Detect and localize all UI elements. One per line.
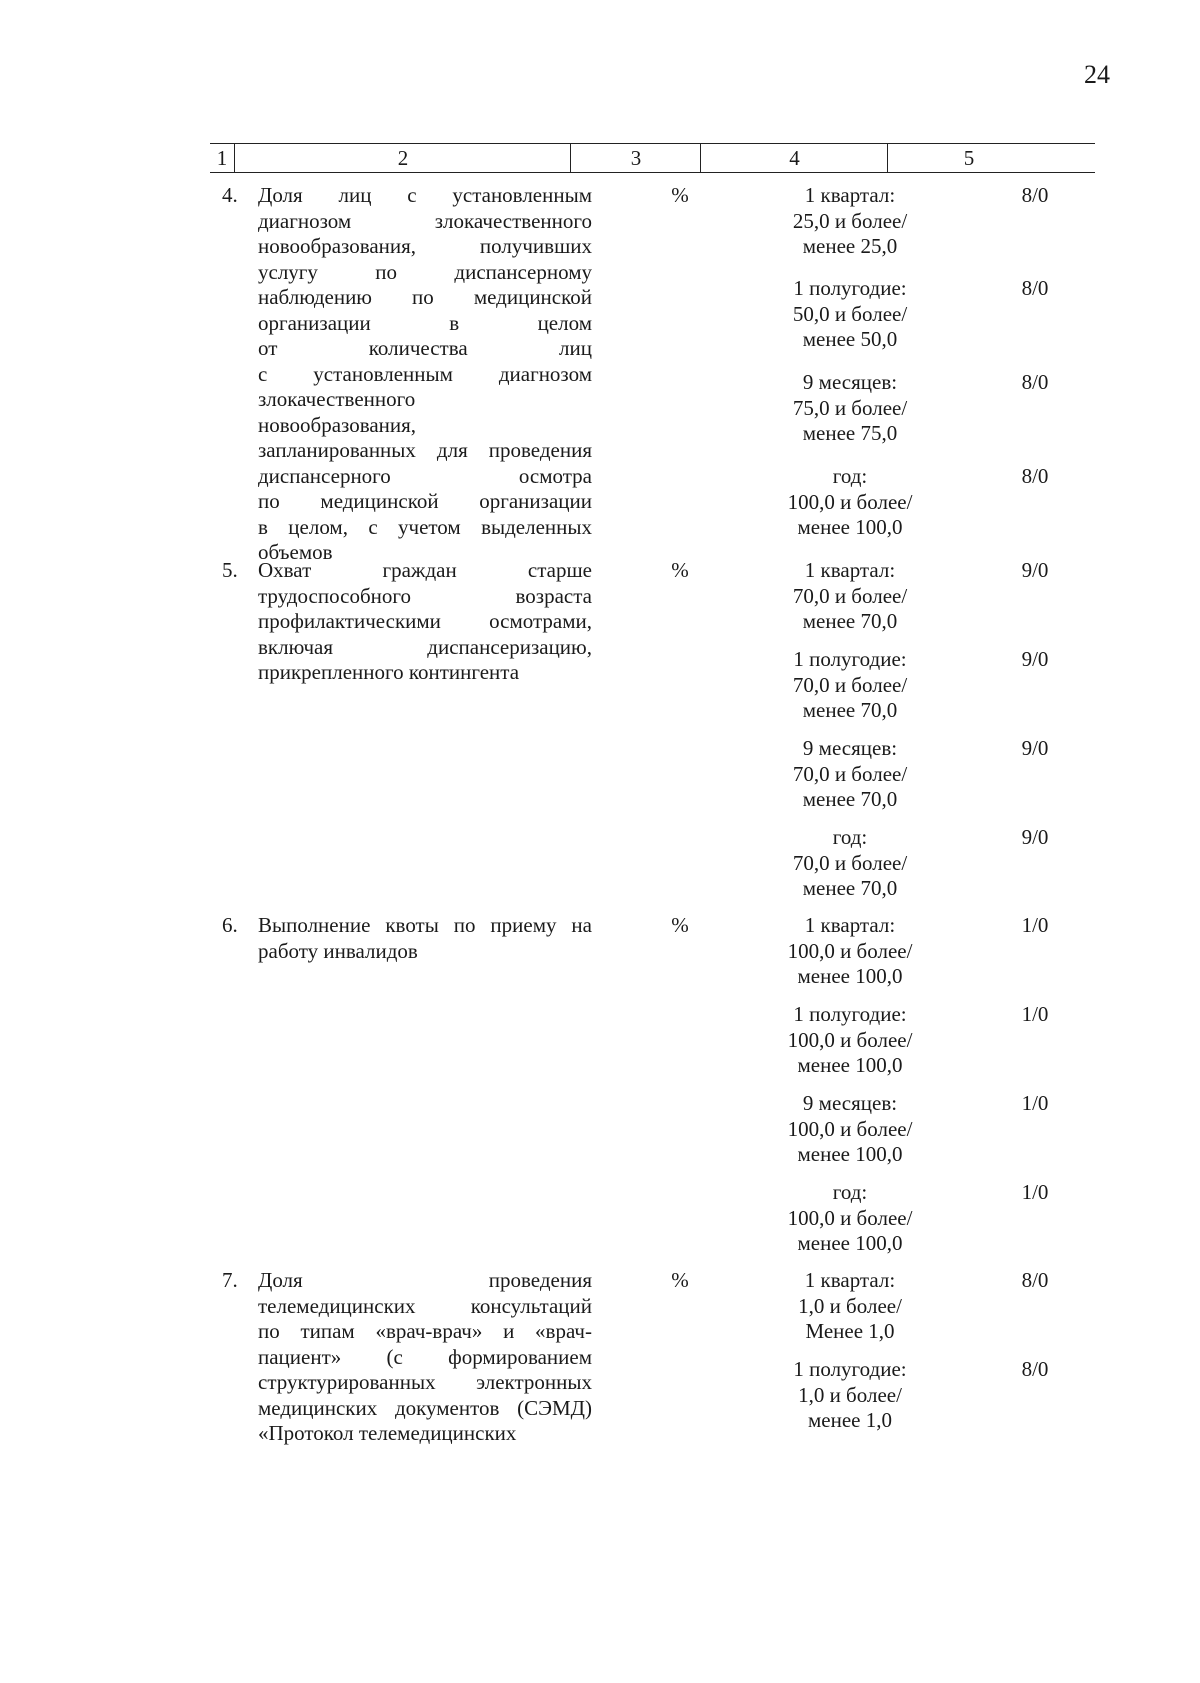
period-label: 9 месяцев: bbox=[802, 1091, 898, 1115]
period-label: 1 полугодие: bbox=[793, 1002, 907, 1026]
indicator-name-line: с установленным диагнозом bbox=[258, 361, 592, 386]
row-number: 5. bbox=[222, 558, 238, 582]
score: 8/0 bbox=[1021, 370, 1049, 394]
indicator-name-line: организации в целом bbox=[258, 310, 592, 335]
period-value: 25,0 и более/ bbox=[792, 208, 908, 233]
header-col-3: 3 bbox=[572, 144, 701, 172]
indicator-name-line: Выполнение квоты по приему на bbox=[258, 913, 592, 937]
period-target bbox=[750, 736, 950, 813]
indicator-name bbox=[258, 913, 592, 964]
header-col-1: 1 bbox=[210, 144, 235, 172]
page-number: 24 bbox=[1084, 60, 1110, 89]
indicator-name-line: новообразования, получивших bbox=[258, 234, 592, 258]
indicator-name-line: услугу по диспансерному bbox=[258, 259, 592, 284]
period-value: 1,0 и более/ bbox=[798, 1293, 902, 1318]
row-number: 6. bbox=[222, 913, 238, 937]
period-value: 100,0 и более/ bbox=[787, 489, 913, 514]
period-label: 9 месяцев: bbox=[802, 736, 898, 760]
indicator-name-line: в целом, с учетом выделенных bbox=[258, 514, 592, 539]
period-label: год: bbox=[832, 825, 868, 849]
row-number: 7. bbox=[222, 1268, 238, 1292]
indicator-name-line: злокачественного bbox=[258, 387, 416, 411]
score: 9/0 bbox=[1021, 736, 1049, 760]
indicator-name-line: Доля лиц с установленным bbox=[258, 183, 592, 207]
period-less: менее 70,0 bbox=[802, 609, 898, 633]
indicator-name-line: включая диспансеризацию, bbox=[258, 634, 592, 659]
indicator-name-line: от количества лиц bbox=[258, 336, 592, 360]
indicator-name-line: по медицинской организации bbox=[258, 489, 592, 513]
period-target bbox=[750, 183, 950, 260]
score: 1/0 bbox=[1021, 1091, 1049, 1115]
indicator-name-line: наблюдению по медицинской bbox=[258, 285, 592, 309]
indicator-name-line: запланированных для проведения bbox=[258, 438, 592, 462]
score: 8/0 bbox=[1021, 464, 1049, 488]
period-target bbox=[750, 1268, 950, 1345]
period-less: менее 100,0 bbox=[797, 1231, 903, 1255]
indicator-name-line: медицинских документов (СЭМД) bbox=[258, 1395, 592, 1420]
table-header bbox=[210, 143, 1095, 173]
period-value: 100,0 и более/ bbox=[787, 1116, 913, 1141]
period-value: 50,0 и более/ bbox=[792, 301, 908, 326]
unit: % bbox=[671, 1268, 689, 1292]
score: 8/0 bbox=[1021, 183, 1049, 207]
unit: % bbox=[671, 913, 689, 937]
period-target bbox=[750, 370, 950, 447]
period-label: 1 полугодие: bbox=[793, 276, 907, 300]
indicator-name bbox=[258, 558, 592, 686]
indicator-name-line: «Протокол телемедицинских bbox=[258, 1421, 517, 1445]
period-less: менее 100,0 bbox=[797, 964, 903, 988]
period-value: 100,0 и более/ bbox=[787, 1027, 913, 1052]
period-target bbox=[750, 1091, 950, 1168]
period-target bbox=[750, 825, 950, 902]
score: 9/0 bbox=[1021, 825, 1049, 849]
period-value: 70,0 и более/ bbox=[792, 761, 908, 786]
indicator-name-line: по типам «врач-врач» и «врач- bbox=[258, 1319, 592, 1343]
period-value: 70,0 и более/ bbox=[792, 850, 908, 875]
indicator-name-line: пациент» (с формированием bbox=[258, 1344, 592, 1369]
score: 1/0 bbox=[1021, 1180, 1049, 1204]
period-less: менее 70,0 bbox=[802, 876, 898, 900]
period-label: 1 квартал: bbox=[804, 913, 896, 937]
period-target bbox=[750, 647, 950, 724]
indicator-name-line: новообразования, bbox=[258, 412, 417, 437]
period-label: год: bbox=[832, 1180, 868, 1204]
period-value: 100,0 и более/ bbox=[787, 938, 913, 963]
header-col-4: 4 bbox=[702, 144, 888, 172]
indicator-name-line: объемов bbox=[258, 540, 333, 564]
score: 1/0 bbox=[1021, 1002, 1049, 1026]
period-value: 70,0 и более/ bbox=[792, 672, 908, 697]
indicator-name-line: структурированных электронных bbox=[258, 1370, 592, 1394]
indicator-name-line: работу инвалидов bbox=[258, 938, 418, 963]
row-number: 4. bbox=[222, 183, 238, 207]
period-label: 1 квартал: bbox=[804, 183, 896, 207]
score: 8/0 bbox=[1021, 1268, 1049, 1292]
period-target bbox=[750, 558, 950, 635]
period-value: 100,0 и более/ bbox=[787, 1205, 913, 1230]
indicator-name-line: диагнозом злокачественного bbox=[258, 208, 592, 233]
indicator-name-line: диспансерного осмотра bbox=[258, 463, 592, 488]
period-target bbox=[750, 1002, 950, 1079]
period-less: менее 75,0 bbox=[802, 421, 898, 445]
period-value: 70,0 и более/ bbox=[792, 583, 908, 608]
period-label: 9 месяцев: bbox=[802, 370, 898, 394]
indicator-name bbox=[258, 183, 592, 566]
period-label: 1 полугодие: bbox=[793, 647, 907, 671]
period-label: 1 квартал: bbox=[804, 1268, 896, 1292]
period-less: менее 25,0 bbox=[802, 234, 898, 258]
period-target bbox=[750, 464, 950, 541]
period-target bbox=[750, 1180, 950, 1257]
score: 9/0 bbox=[1021, 558, 1049, 582]
indicator-name-line: прикрепленного контингента bbox=[258, 660, 520, 684]
period-less: менее 100,0 bbox=[797, 1142, 903, 1166]
period-less: менее 70,0 bbox=[802, 787, 898, 811]
period-label: 1 полугодие: bbox=[793, 1357, 907, 1381]
header-col-5: 5 bbox=[963, 146, 975, 170]
period-value: 1,0 и более/ bbox=[798, 1382, 902, 1407]
indicator-name-line: Доля проведения bbox=[258, 1268, 592, 1292]
unit: % bbox=[671, 183, 689, 207]
indicator-name-line: телемедицинских консультаций bbox=[258, 1293, 592, 1318]
score: 8/0 bbox=[1021, 1357, 1049, 1381]
period-less: менее 50,0 bbox=[802, 327, 898, 351]
score: 9/0 bbox=[1021, 647, 1049, 671]
period-target bbox=[750, 913, 950, 990]
header-col-2: 2 bbox=[236, 144, 571, 172]
period-target bbox=[750, 1357, 950, 1434]
period-less: менее 1,0 bbox=[808, 1408, 892, 1432]
indicator-name-line: трудоспособного возраста bbox=[258, 583, 592, 608]
period-label: год: bbox=[832, 464, 868, 488]
period-target bbox=[750, 276, 950, 353]
score: 1/0 bbox=[1021, 913, 1049, 937]
indicator-name-line: профилактическими осмотрами, bbox=[258, 609, 592, 633]
period-less: менее 100,0 bbox=[797, 515, 903, 539]
indicator-name bbox=[258, 1268, 592, 1447]
period-label: 1 квартал: bbox=[804, 558, 896, 582]
period-less: менее 70,0 bbox=[802, 698, 898, 722]
unit: % bbox=[671, 558, 689, 582]
indicator-name-line: Охват граждан старше bbox=[258, 558, 592, 582]
score: 8/0 bbox=[1021, 276, 1049, 300]
period-less: Менее 1,0 bbox=[805, 1319, 895, 1343]
period-less: менее 100,0 bbox=[797, 1053, 903, 1077]
period-value: 75,0 и более/ bbox=[792, 395, 908, 420]
